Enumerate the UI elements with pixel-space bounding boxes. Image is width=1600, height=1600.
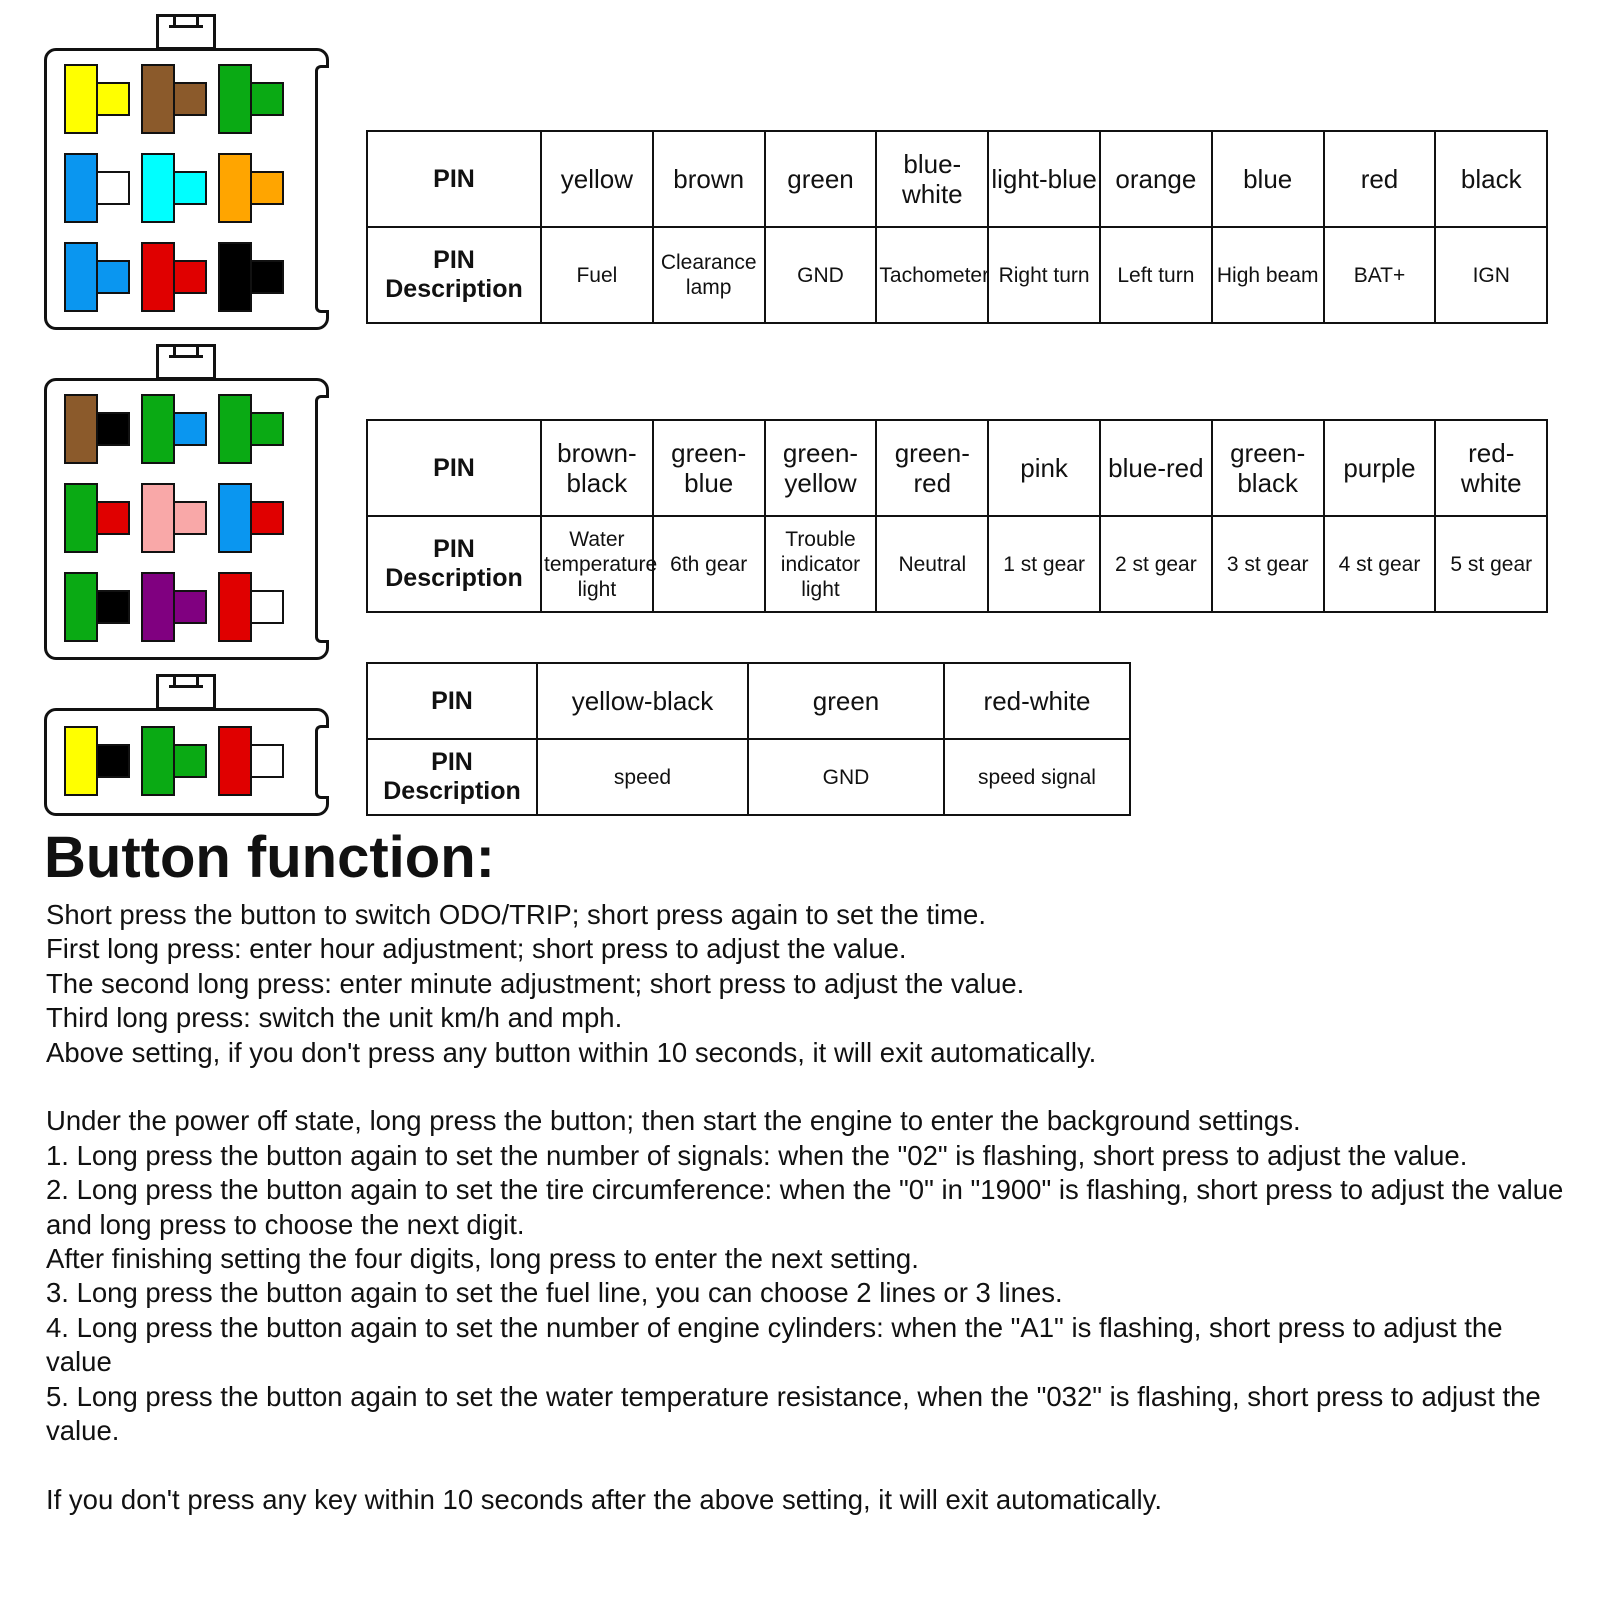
pin-stripe-color bbox=[173, 590, 207, 624]
instruction-line: First long press: enter hour adjustment; short press to adjust the value. bbox=[46, 933, 907, 965]
pin-description: 5 st gear bbox=[1435, 516, 1547, 612]
connector-pin bbox=[218, 483, 286, 553]
connector-pin bbox=[218, 572, 286, 642]
pin-color: blue bbox=[1212, 131, 1324, 227]
pin-main-color bbox=[218, 153, 252, 223]
pin-description: BAT+ bbox=[1324, 227, 1436, 323]
pin-stripe-color bbox=[96, 744, 130, 778]
instruction-line: 3. Long press the button again to set the fuel line, you can choose 2 lines or 3 lines. bbox=[46, 1277, 1063, 1309]
pin-description: 2 st gear bbox=[1100, 516, 1212, 612]
pin-stripe-color bbox=[250, 260, 284, 294]
pin-main-color bbox=[64, 242, 98, 312]
connector-pin bbox=[218, 242, 286, 312]
pin-main-color bbox=[64, 394, 98, 464]
connector-tab bbox=[156, 674, 216, 710]
pin-description: Neutral bbox=[876, 516, 988, 612]
pin-description: Fuel bbox=[541, 227, 653, 323]
pin-main-color bbox=[141, 153, 175, 223]
pin-main-color bbox=[141, 572, 175, 642]
pin-color: black bbox=[1435, 131, 1547, 227]
pin-main-color bbox=[218, 483, 252, 553]
pin-color: green-red bbox=[876, 420, 988, 516]
pin-main-color bbox=[218, 242, 252, 312]
pin-color: purple bbox=[1324, 420, 1436, 516]
pin-description: 6th gear bbox=[653, 516, 765, 612]
pin-main-color bbox=[218, 572, 252, 642]
pin-description: 1 st gear bbox=[988, 516, 1100, 612]
pin-stripe-color bbox=[173, 171, 207, 205]
pin-stripe-color bbox=[173, 501, 207, 535]
instruction-line: 5. Long press the button again to set the water temperature resistance, when the "032" is flashing, short press to adjust the value. bbox=[46, 1380, 1541, 1447]
connector-pin bbox=[218, 153, 286, 223]
connector-pin bbox=[141, 64, 209, 134]
connector-pin bbox=[64, 64, 132, 134]
pin-color: green bbox=[748, 663, 944, 739]
connector-pin bbox=[64, 572, 132, 642]
pin-description: GND bbox=[765, 227, 877, 323]
pin-main-color bbox=[218, 394, 252, 464]
pin-description: IGN bbox=[1435, 227, 1547, 323]
pin-color: red bbox=[1324, 131, 1436, 227]
pin-color: blue-white bbox=[876, 131, 988, 227]
pin-main-color bbox=[218, 64, 252, 134]
pin-color: red-white bbox=[1435, 420, 1547, 516]
pin-main-color bbox=[141, 483, 175, 553]
instruction-line: After finishing setting the four digits, long press to enter the next setting. bbox=[46, 1243, 919, 1275]
pin-stripe-color bbox=[250, 171, 284, 205]
pin-main-color bbox=[64, 726, 98, 796]
pin-main-color bbox=[141, 64, 175, 134]
pin-stripe-color bbox=[173, 260, 207, 294]
connector-pin bbox=[64, 726, 132, 796]
pin-description: Clearance lamp bbox=[653, 227, 765, 323]
connector-pin bbox=[218, 726, 286, 796]
pin-color: blue-red bbox=[1100, 420, 1212, 516]
pin-color: yellow-black bbox=[537, 663, 748, 739]
pin-stripe-color bbox=[173, 412, 207, 446]
pin-color: green-blue bbox=[653, 420, 765, 516]
pin-header: PIN bbox=[367, 131, 541, 227]
pin-color: green-black bbox=[1212, 420, 1324, 516]
pin-header: PIN bbox=[367, 663, 537, 739]
instruction-line: If you don't press any key within 10 seconds after the above setting, it will exit automatically. bbox=[46, 1483, 1163, 1515]
pin-stripe-color bbox=[96, 412, 130, 446]
pin-description-header: PIN Description bbox=[367, 739, 537, 815]
pin-description: Trouble indicator light bbox=[765, 516, 877, 612]
pin-color: pink bbox=[988, 420, 1100, 516]
pin-stripe-color bbox=[96, 590, 130, 624]
instruction-line: Third long press: switch the unit km/h and mph. bbox=[46, 1002, 623, 1034]
connector-1 bbox=[44, 14, 329, 330]
pin-color: red-white bbox=[944, 663, 1130, 739]
pin-description: 3 st gear bbox=[1212, 516, 1324, 612]
instructions bbox=[46, 898, 1566, 1517]
pin-main-color bbox=[141, 726, 175, 796]
connector-pin bbox=[141, 153, 209, 223]
pin-color: yellow bbox=[541, 131, 653, 227]
instruction-line bbox=[46, 1070, 1566, 1104]
connector-pin bbox=[64, 394, 132, 464]
pin-color: brown bbox=[653, 131, 765, 227]
connector-pin bbox=[141, 242, 209, 312]
pin-description: High beam bbox=[1212, 227, 1324, 323]
connector-2 bbox=[44, 344, 329, 660]
instruction-line: 4. Long press the button again to set the number of engine cylinders: when the "A1" is flashing, short press to adjust the value bbox=[46, 1311, 1503, 1378]
pin-main-color bbox=[64, 153, 98, 223]
connector-tab bbox=[156, 14, 216, 50]
pin-table-3 bbox=[366, 662, 1131, 816]
pin-stripe-color bbox=[173, 82, 207, 116]
connector-tab bbox=[156, 344, 216, 380]
instruction-line: 1. Long press the button again to set the number of signals: when the "02" is flashing, short press to adjust the value. bbox=[46, 1139, 1468, 1171]
pin-description: 4 st gear bbox=[1324, 516, 1436, 612]
pin-description: Left turn bbox=[1100, 227, 1212, 323]
pin-main-color bbox=[64, 572, 98, 642]
pin-description: GND bbox=[748, 739, 944, 815]
connector-pin bbox=[64, 153, 132, 223]
pin-main-color bbox=[141, 394, 175, 464]
pin-description: Tachometer bbox=[876, 227, 988, 323]
connector-pin bbox=[141, 394, 209, 464]
pin-main-color bbox=[64, 483, 98, 553]
pin-description: speed bbox=[537, 739, 748, 815]
connector-pin bbox=[218, 64, 286, 134]
pin-description-header: PIN Description bbox=[367, 516, 541, 612]
connector-pin bbox=[141, 726, 209, 796]
connector-3 bbox=[44, 674, 329, 818]
pin-stripe-color bbox=[250, 501, 284, 535]
instruction-line: Short press the button to switch ODO/TRIP; short press again to set the time. bbox=[46, 899, 986, 930]
pin-color: green bbox=[765, 131, 877, 227]
pin-color: orange bbox=[1100, 131, 1212, 227]
pin-stripe-color bbox=[96, 260, 130, 294]
connector-pin bbox=[64, 242, 132, 312]
pin-description: Water temperature light bbox=[541, 516, 653, 612]
pin-stripe-color bbox=[96, 171, 130, 205]
pin-stripe-color bbox=[96, 82, 130, 116]
pin-description: speed signal bbox=[944, 739, 1130, 815]
pin-color: brown-black bbox=[541, 420, 653, 516]
pin-main-color bbox=[141, 242, 175, 312]
instruction-line: Under the power off state, long press the button; then start the engine to enter the background settings. bbox=[46, 1105, 1301, 1137]
pin-description-header: PIN Description bbox=[367, 227, 541, 323]
connector-pin bbox=[64, 483, 132, 553]
pin-main-color bbox=[218, 726, 252, 796]
instruction-line bbox=[46, 1448, 1566, 1482]
pin-stripe-color bbox=[250, 412, 284, 446]
instruction-line: Above setting, if you don't press any button within 10 seconds, it will exit automatically. bbox=[46, 1036, 1097, 1068]
pin-stripe-color bbox=[250, 82, 284, 116]
connector-pin bbox=[218, 394, 286, 464]
section-title: Button function: bbox=[44, 825, 495, 890]
pin-main-color bbox=[64, 64, 98, 134]
pin-table-1 bbox=[366, 130, 1548, 324]
pin-stripe-color bbox=[250, 744, 284, 778]
pin-header: PIN bbox=[367, 420, 541, 516]
pin-stripe-color bbox=[173, 744, 207, 778]
pin-stripe-color bbox=[96, 501, 130, 535]
connector-pin bbox=[141, 483, 209, 553]
pin-stripe-color bbox=[250, 590, 284, 624]
pin-table-2 bbox=[366, 419, 1548, 613]
pin-color: light-blue bbox=[988, 131, 1100, 227]
pin-description: Right turn bbox=[988, 227, 1100, 323]
connector-pin bbox=[141, 572, 209, 642]
instruction-line: The second long press: enter minute adjustment; short press to adjust the value. bbox=[46, 967, 1025, 999]
pin-color: green-yellow bbox=[765, 420, 877, 516]
instruction-line: 2. Long press the button again to set the tire circumference: when the "0" in "1900" is flashing, short press to adjust the value and long press to choose the next digit. bbox=[46, 1174, 1564, 1240]
